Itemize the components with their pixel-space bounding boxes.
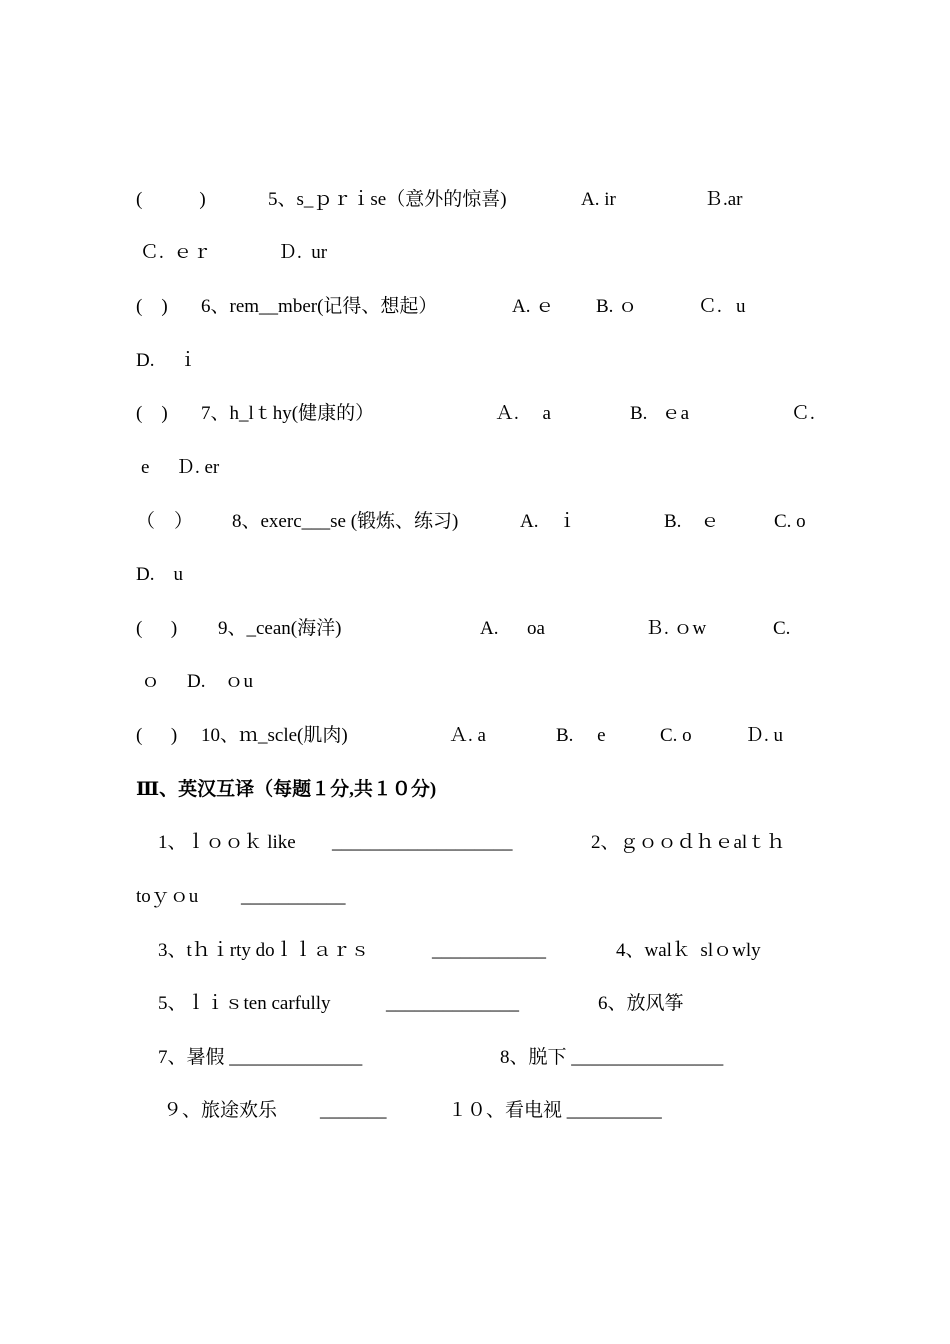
s3-item2: 2、ｇｏｏｄｈｅalｔｈ — [591, 832, 786, 853]
q9-bracket: ( ) — [136, 618, 178, 639]
q10-option-c: C. o — [660, 725, 692, 746]
q9-option-a: A. oa — [480, 618, 545, 639]
s3-item5: 5、ｌｉｓten carfully — [158, 993, 331, 1014]
q10-option-a: Ａ. a — [449, 725, 486, 746]
q7-option-d: Ｄ. er — [176, 457, 220, 478]
q5-option-a: A. ir — [581, 189, 616, 210]
q6-option-a: A. ｅ — [512, 296, 555, 317]
section3-heading: Ⅲ、英汉互译（每题１分,共１０分) — [136, 779, 437, 800]
s3-item4: 4、walｋ slｏwly — [616, 940, 761, 961]
q7-option-b: B. ｅa — [630, 403, 690, 424]
s3-item9: ９、旅途欢乐 — [163, 1100, 278, 1121]
s3-item3: 3、tｈｉrty doｌｌａｒｓ — [158, 940, 370, 961]
s3-item2-blank: ___________ — [241, 886, 346, 907]
q7-option-a: Ａ. a — [495, 403, 551, 424]
q10-option-b: B. e — [556, 725, 606, 746]
q8-option-c: C. o — [774, 511, 806, 532]
s3-item9-blank: _______ — [320, 1100, 387, 1121]
s3-item6: 6、放风筝 — [598, 993, 684, 1014]
q8-option-a: A. ｉ — [520, 511, 577, 532]
s3-item1: 1、ｌｏｏｋ like — [158, 832, 296, 853]
q8-bracket: （ ） — [136, 511, 194, 532]
q6-bracket: ( ) — [136, 296, 168, 317]
q5-option-d: Ｄ. ur — [278, 242, 328, 263]
q10-stem: 10、ｍ_scle(肌肉) — [201, 725, 348, 746]
q7-option-c: Ｃ. — [791, 403, 815, 424]
s3-item1-blank: ___________________ — [332, 832, 513, 853]
q5-option-c: Ｃ. ｅｒ — [140, 242, 212, 263]
q6-stem: 6、rem__mber(记得、想起） — [201, 296, 438, 317]
q7-option-c-letter: e — [141, 457, 150, 478]
s3-item3-blank: ____________ — [432, 940, 546, 961]
s3-item2-cont: toｙｏu — [136, 886, 199, 907]
q6-option-d: D. ｉ — [136, 350, 198, 371]
q5-bracket: ( ) — [136, 189, 206, 210]
q9-option-c-letter: ｏ — [141, 671, 161, 692]
q9-option-d: D. ｏu — [187, 671, 253, 692]
q5-option-b: Ｂ.ar — [704, 189, 743, 210]
q6-option-c: Ｃ. u — [698, 296, 746, 317]
q7-stem: 7、h_lｔhy(健康的） — [201, 403, 375, 424]
s3-item5-blank: ______________ — [386, 993, 519, 1014]
q5-stem: 5、s_ｐｒｉse（意外的惊喜) — [268, 189, 507, 210]
q8-option-d: D. u — [136, 564, 183, 585]
q10-bracket: ( ) — [136, 725, 178, 746]
q9-stem: 9、_cean(海洋) — [218, 618, 342, 639]
s3-item10: １０、看电视 __________ — [448, 1100, 662, 1121]
s3-item7: 7、暑假 ______________ — [158, 1047, 363, 1068]
q7-bracket: ( ) — [136, 403, 168, 424]
q6-option-b: B. ｏ — [596, 296, 638, 317]
q9-option-c: C. — [773, 618, 791, 639]
q8-stem: 8、exerc___se (锻炼、练习) — [232, 511, 459, 532]
q10-option-d: Ｄ. u — [745, 725, 784, 746]
q8-option-b: B. ｅ — [664, 511, 720, 532]
q9-option-b: Ｂ. ｏw — [645, 618, 707, 639]
s3-item8: 8、脱下 ________________ — [500, 1047, 724, 1068]
